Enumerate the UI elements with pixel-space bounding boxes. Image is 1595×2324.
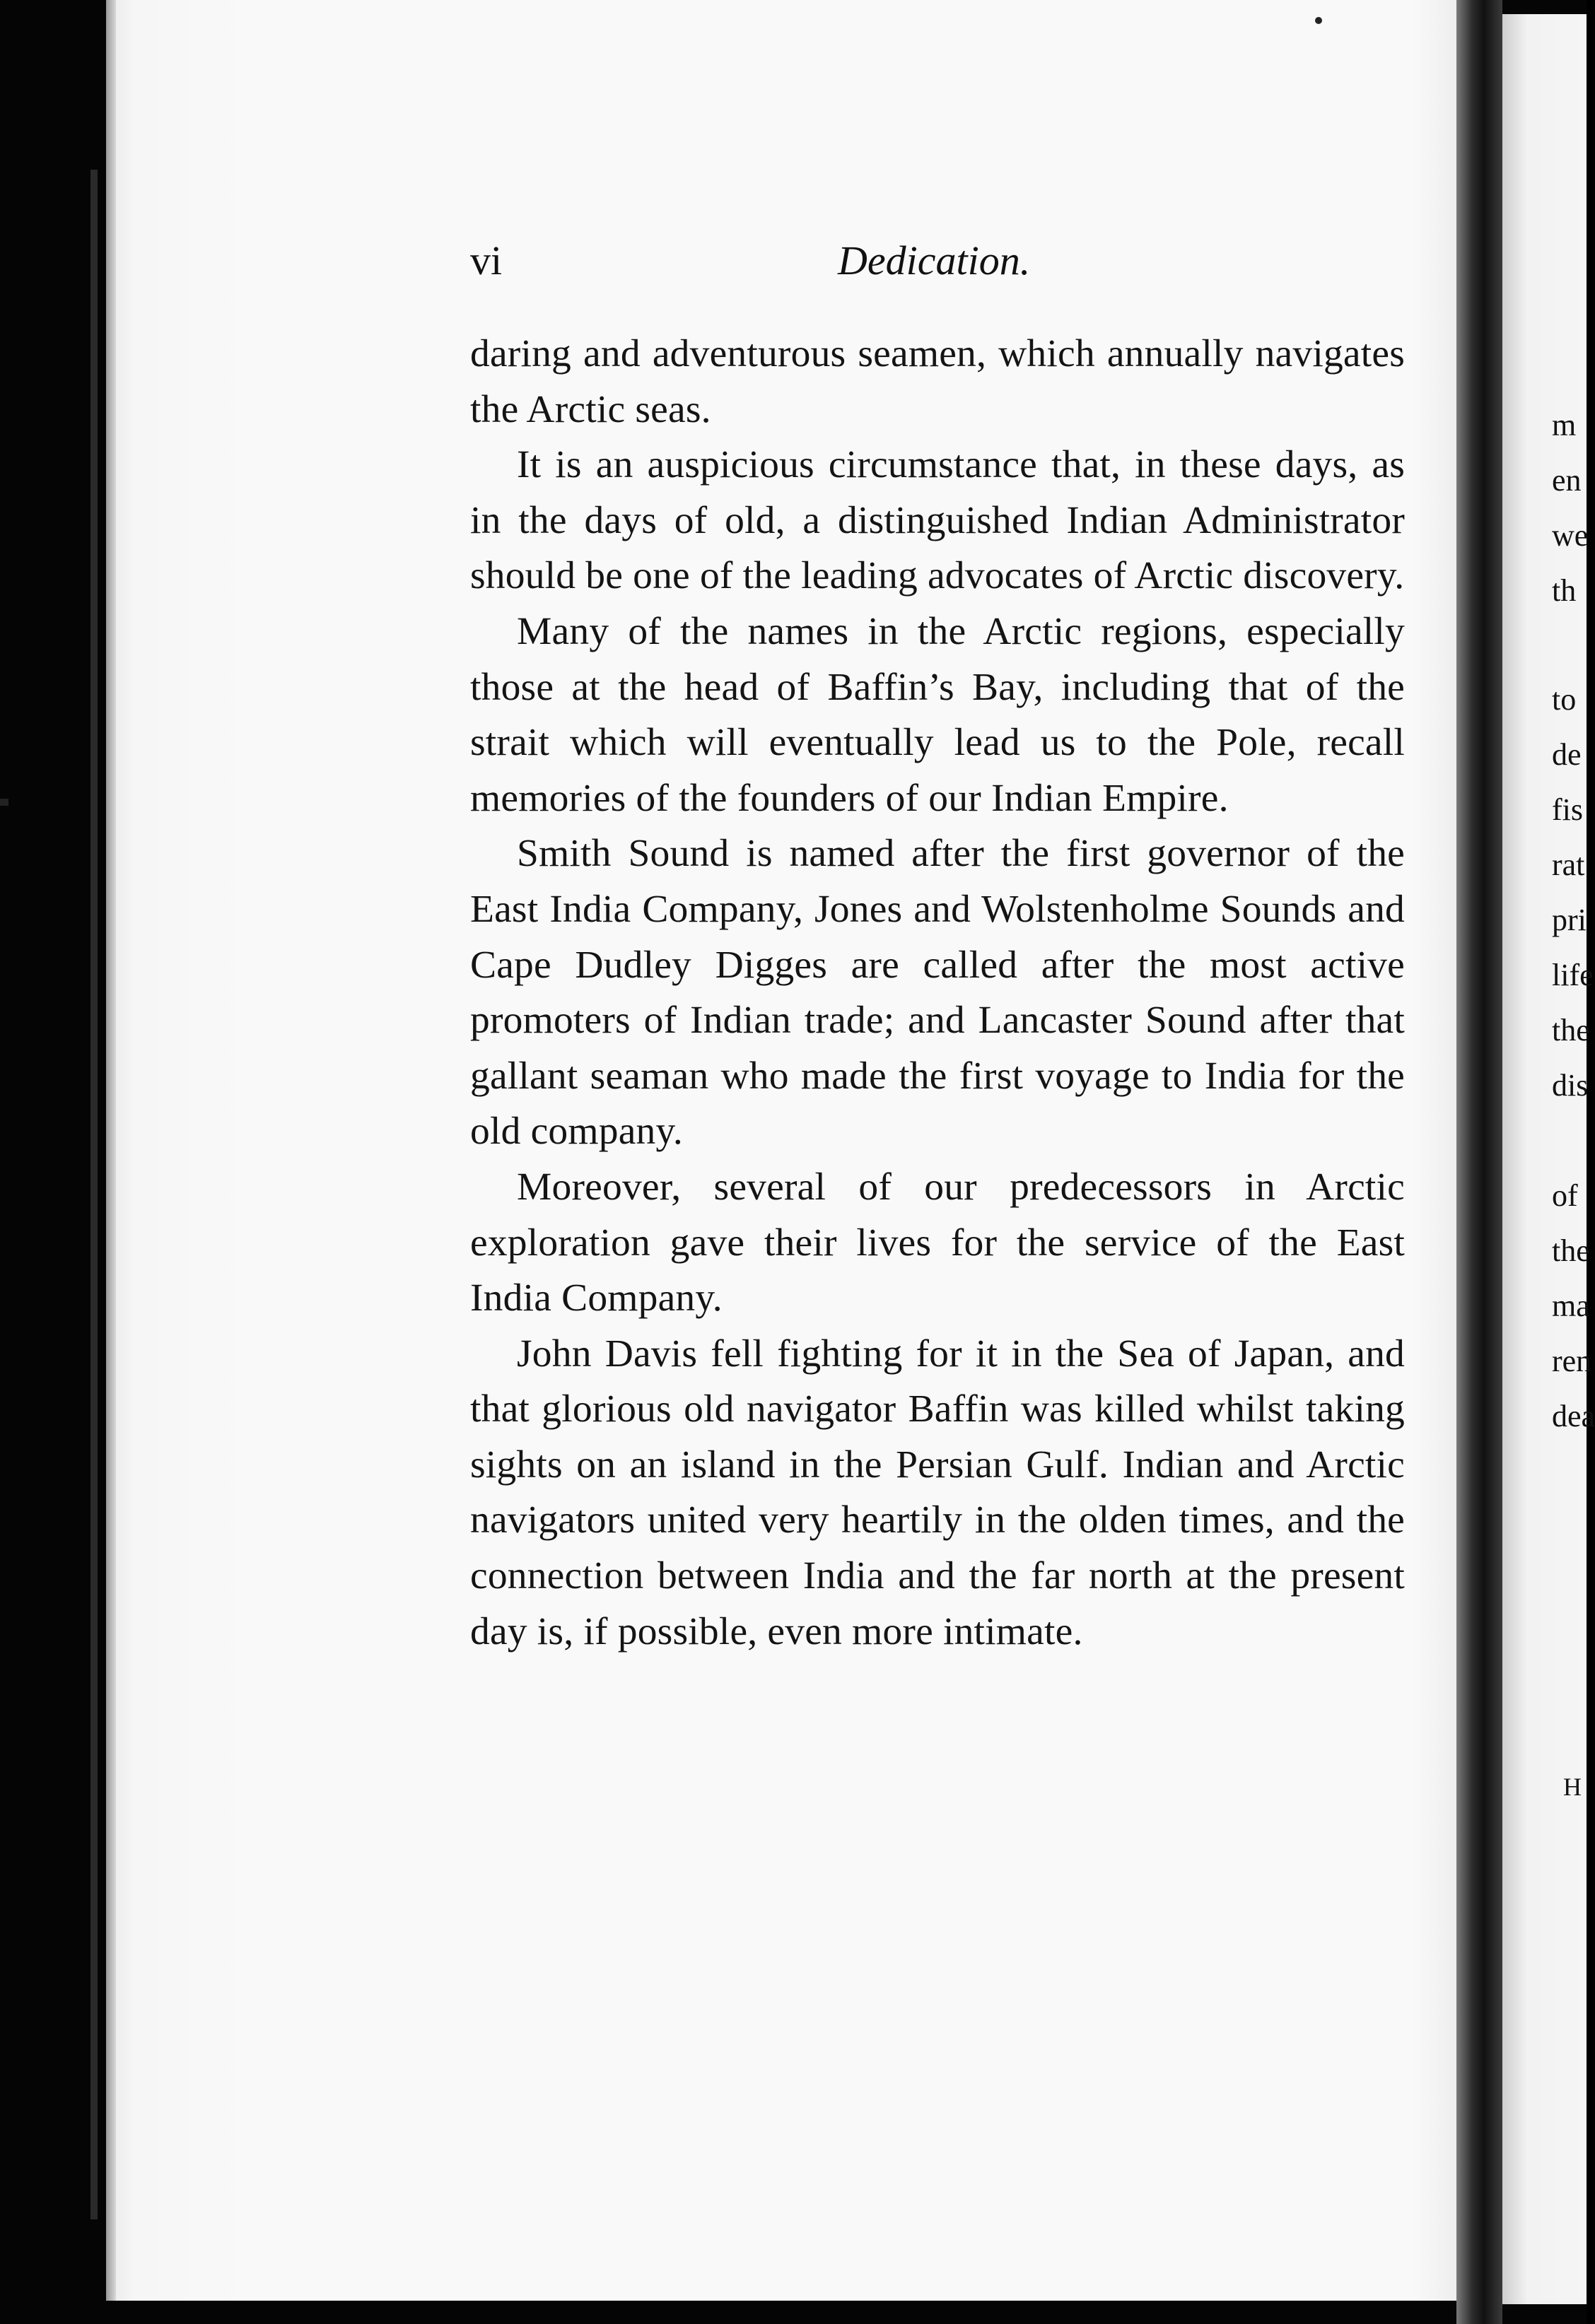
page-edge-shadow <box>90 170 98 2219</box>
facing-fragment: ma <box>1552 1289 1590 1323</box>
paragraph: Moreover, several of our predecessors in Arctic exploration gave their lives for the service of the East India Company. <box>470 1165 1405 1320</box>
facing-fragment: m <box>1552 408 1577 442</box>
facing-fragment: en <box>1552 463 1582 498</box>
facing-fragment: ren <box>1552 1344 1592 1378</box>
facing-fragment: rat <box>1552 847 1585 882</box>
paragraph: It is an auspicious circumstance that, in these days, as in the days of old, a distinguished Indian Administrator should be one of the leading advocates of Arctic discovery. <box>470 443 1405 598</box>
facing-fragment: th <box>1552 573 1577 608</box>
facing-fragment: life <box>1552 958 1594 992</box>
paragraph: Smith Sound is named after the first governor of the East India Company, Jones and Wolstenholme Sounds and Cape Dudley Digges are called after the most active promoters of Indian trade; and Lancaster Sound after that gallant seaman who made the first voyage to India for the old company. <box>470 832 1405 1154</box>
stray-mark <box>0 799 8 806</box>
facing-fragment: of <box>1552 1178 1578 1213</box>
paragraph: daring and adventurous seamen, which annually navigates the Arctic seas. <box>470 332 1405 431</box>
facing-fragment: the <box>1552 1013 1590 1047</box>
facing-fragment: dea <box>1552 1399 1595 1433</box>
facing-fragment: we <box>1552 518 1589 553</box>
paragraph: Many of the names in the Arctic regions, especially those at the head of Baffin’s Bay, including that of the strait which will eventually lead us to the Pole, recall memories of the founders of our Indian Empire. <box>470 609 1405 820</box>
facing-fragment: H <box>1563 1773 1582 1801</box>
page-body <box>470 327 1405 1660</box>
stray-mark <box>1315 17 1322 24</box>
facing-fragment: de <box>1552 737 1582 772</box>
facing-fragment: dis <box>1552 1068 1589 1103</box>
running-title: Dedication. <box>838 237 1031 283</box>
paragraph: John Davis fell fighting for it in the Sea of Japan, and that glorious old navigator Baffin was killed whilst taking sights on an island in the Persian Gulf. Indian and Arctic navigators united very heartily in the olden times, and the connection between India and the far north at the present day is, if possible, even more intimate. <box>470 1332 1405 1653</box>
facing-fragment: to <box>1552 682 1577 717</box>
running-head <box>470 237 1403 290</box>
facing-page <box>1502 14 1595 2304</box>
facing-fragment: pri <box>1552 903 1587 937</box>
facing-fragment: the <box>1552 1233 1590 1268</box>
page-left-edge <box>106 0 116 2301</box>
binding-gutter <box>1456 0 1502 2324</box>
page-number: vi <box>470 237 503 283</box>
facing-fragment: fis <box>1552 792 1583 827</box>
